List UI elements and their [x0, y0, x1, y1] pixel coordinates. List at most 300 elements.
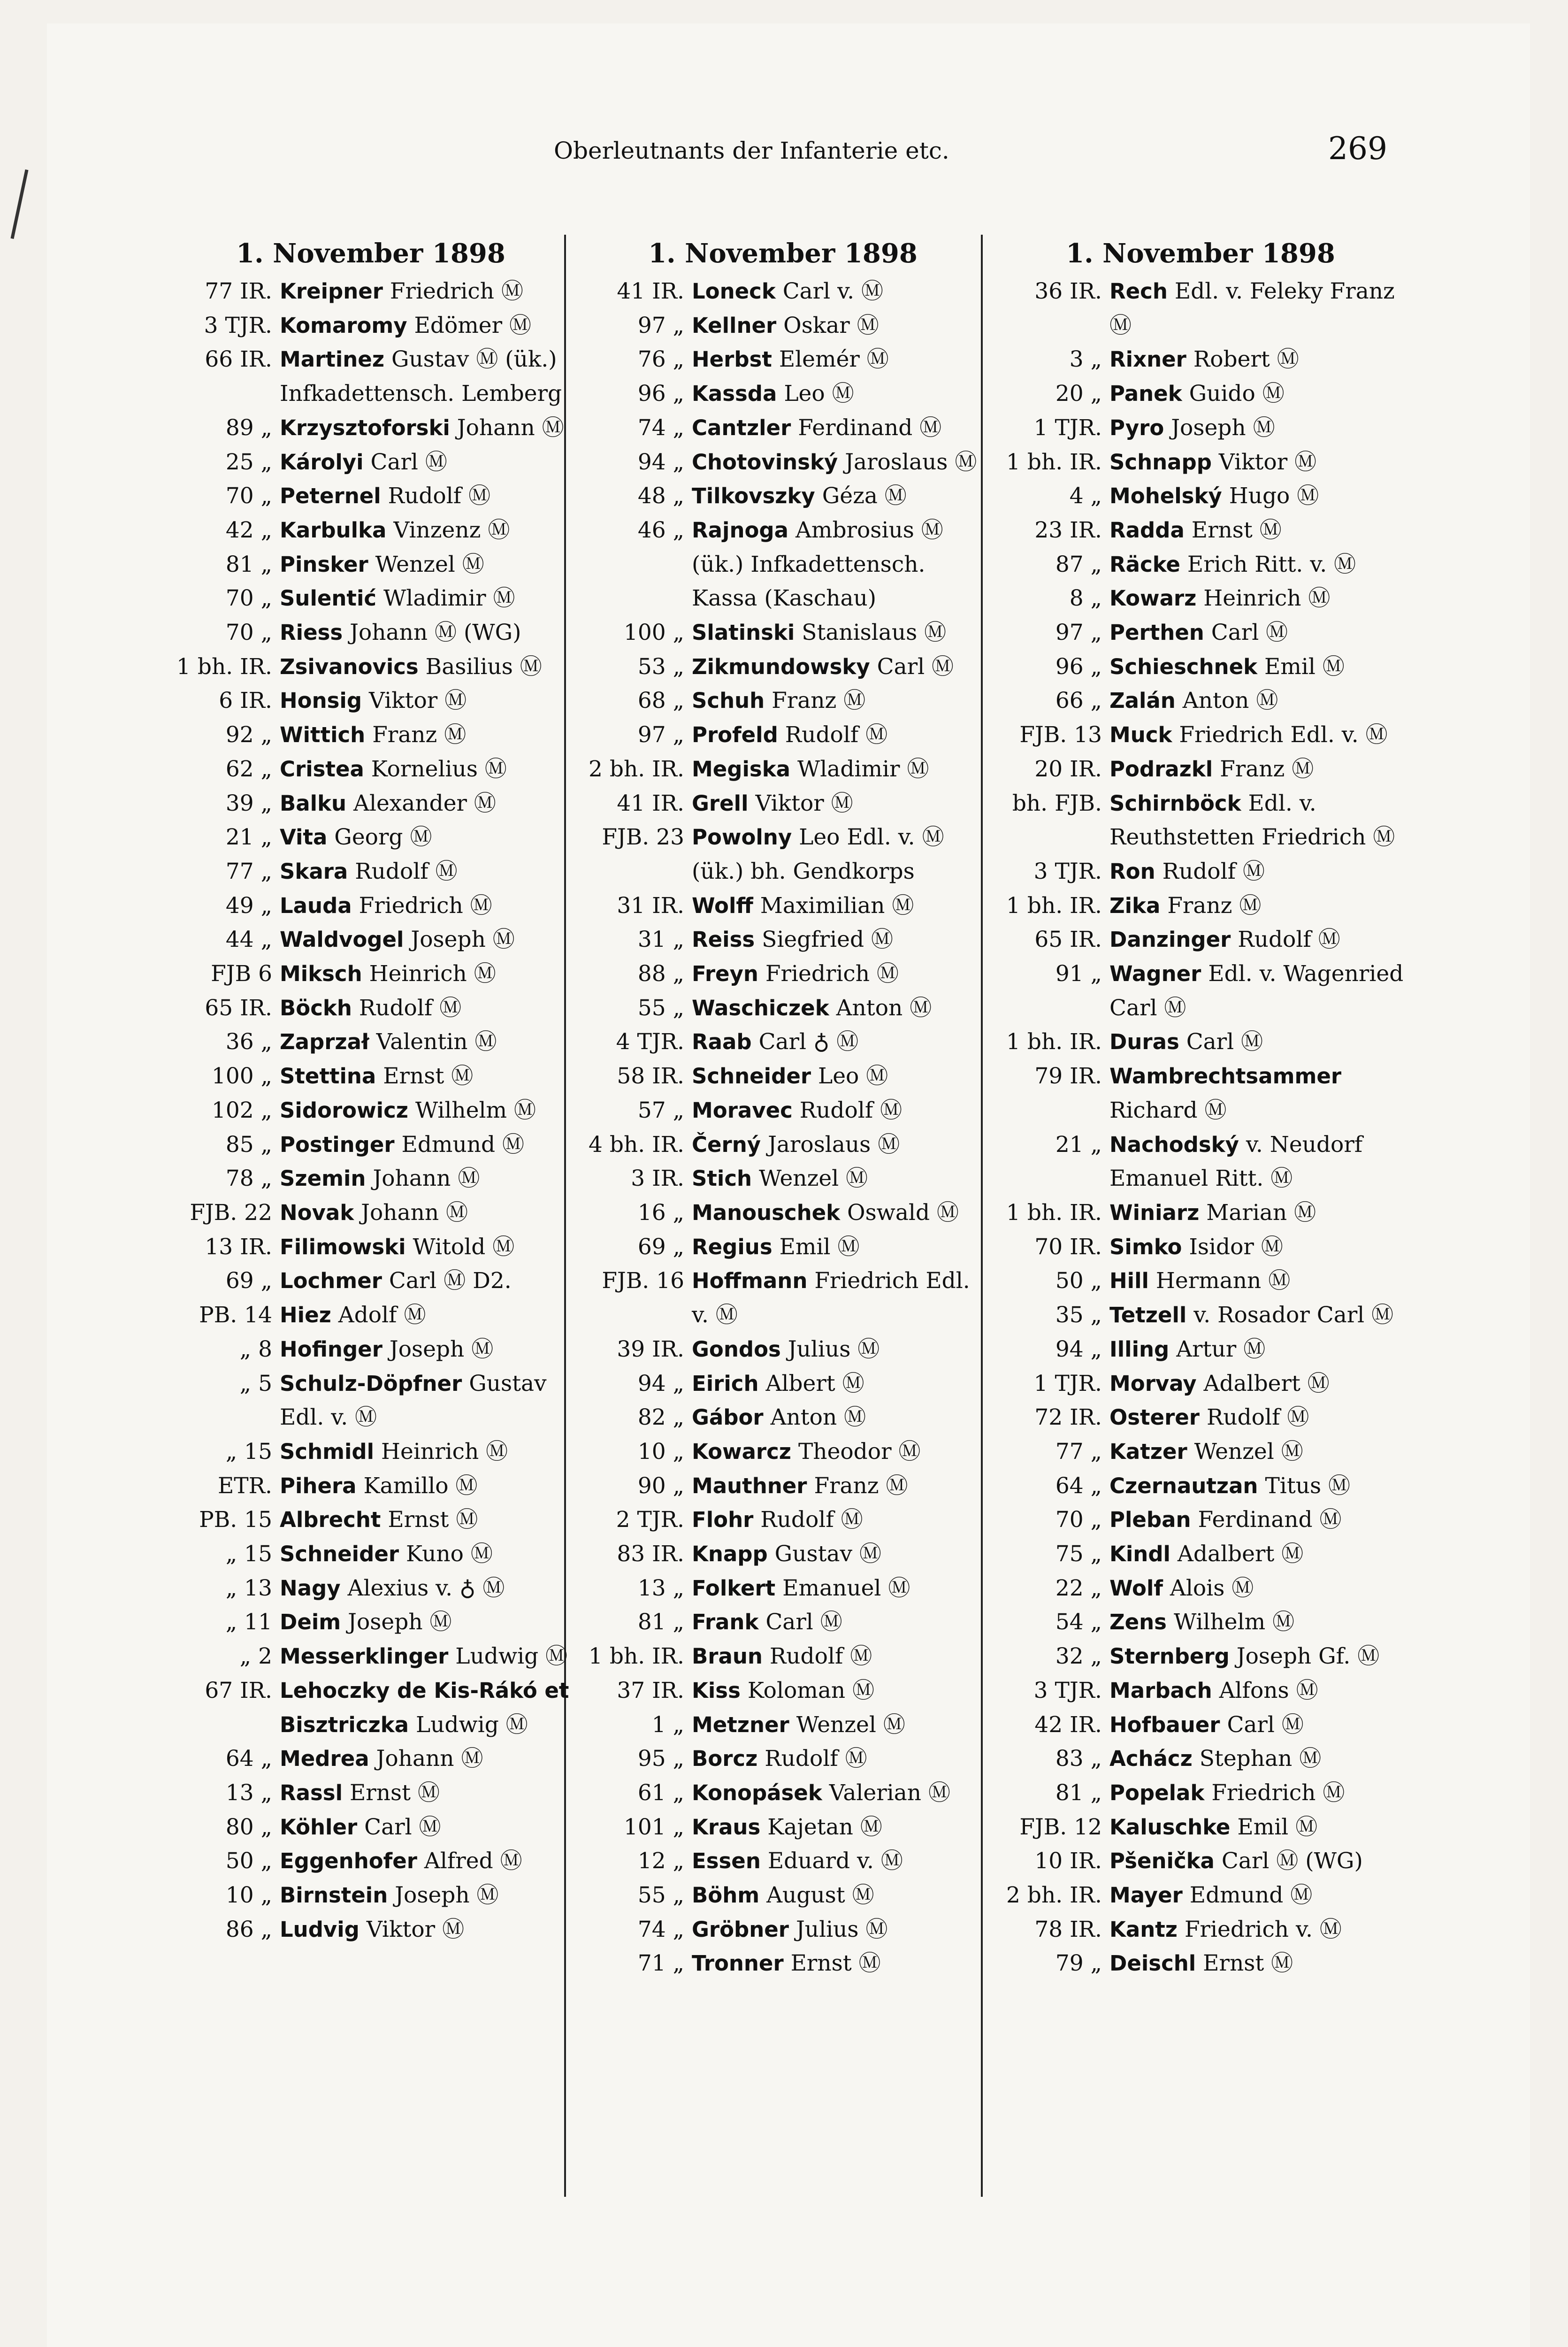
- officer-name: [692, 821, 989, 889]
- officer-name: [1109, 1503, 1407, 1537]
- officer-name: [280, 616, 577, 650]
- given-names-and-notes: Richard Ⓜ: [1109, 1097, 1227, 1123]
- officer-entry: [576, 616, 989, 650]
- given-names-and-notes: Alfred Ⓜ: [424, 1848, 522, 1874]
- surname: Zalán: [1109, 688, 1176, 713]
- surname: Szemin: [280, 1166, 366, 1191]
- officer-name: [1109, 616, 1407, 650]
- given-names-and-notes: Ernst Ⓜ: [383, 1063, 474, 1089]
- unit-reference: 23 IR.: [1034, 517, 1102, 543]
- officer-entry: [164, 1844, 577, 1879]
- unit-reference: 36 IR.: [1034, 278, 1102, 304]
- given-names-and-notes: Siegfried Ⓜ: [762, 927, 893, 953]
- officer-entry: [576, 1537, 989, 1572]
- officer-entry: [994, 1605, 1407, 1640]
- officer-name: [280, 991, 577, 1026]
- officer-name: [1109, 1913, 1407, 1947]
- officer-name: [280, 1537, 577, 1572]
- unit-reference: 81 „: [637, 1609, 684, 1635]
- unit-reference: FJB. 16: [602, 1268, 684, 1294]
- unit-reference: 50 „: [225, 1848, 272, 1874]
- officer-name: [692, 718, 989, 752]
- unit-reference: 80 „: [225, 1814, 272, 1840]
- officer-name: [280, 1298, 577, 1333]
- officer-name: [1109, 1674, 1407, 1708]
- officer-name: [692, 411, 989, 445]
- officer-name: [1109, 752, 1407, 787]
- officer-name: [692, 787, 989, 821]
- officer-name: [692, 479, 989, 514]
- unit-reference: „ 2: [239, 1643, 272, 1670]
- unit-reference: 64 „: [1055, 1473, 1102, 1499]
- officer-entry: [164, 1605, 577, 1640]
- officer-name: [1109, 1128, 1407, 1196]
- given-names-and-notes: Johann Ⓜ: [373, 1166, 480, 1192]
- officer-entry: [994, 1230, 1407, 1265]
- unit-reference: 41 IR.: [617, 278, 684, 304]
- unit-reference: 3 „: [1069, 346, 1102, 373]
- surname: Tetzell: [1109, 1303, 1187, 1328]
- unit-reference: FJB. 22: [190, 1199, 272, 1226]
- officer-name: [692, 1742, 989, 1776]
- unit-reference: 58 IR.: [617, 1063, 684, 1089]
- unit-reference: 90 „: [637, 1473, 684, 1499]
- surname: Medrea: [280, 1746, 369, 1772]
- officer-name: [280, 343, 577, 411]
- surname: Profeld: [692, 722, 778, 748]
- unit-reference: 65 IR.: [1034, 927, 1102, 953]
- given-names-and-notes: Titus Ⓜ: [1265, 1473, 1351, 1499]
- unit-reference: 1 bh. IR.: [589, 1643, 684, 1670]
- officer-entry: [164, 309, 577, 343]
- unit-reference: 78 „: [225, 1166, 272, 1192]
- unit-reference: 8 „: [1069, 585, 1102, 612]
- unit-reference: 78 IR.: [1034, 1916, 1102, 1942]
- running-title: Oberleutnants der Infanterie etc.: [554, 137, 949, 164]
- officer-name: [1109, 275, 1407, 343]
- officer-entry: [164, 1640, 577, 1674]
- unit-reference: 82 „: [637, 1404, 684, 1431]
- officer-name: [1109, 1367, 1407, 1401]
- officer-name: [692, 889, 989, 923]
- given-names-and-notes: Valerian Ⓜ: [829, 1779, 950, 1806]
- given-names-and-notes: Oskar Ⓜ: [783, 312, 879, 338]
- unit-reference: 66 IR.: [205, 346, 272, 373]
- given-names-and-notes: Carl Ⓜ: [877, 653, 954, 680]
- surname: Sidorowicz: [280, 1097, 408, 1123]
- given-names-and-notes: Johann Ⓜ: [376, 1746, 483, 1772]
- officer-entry: [994, 1674, 1407, 1708]
- surname: Schneider: [280, 1542, 399, 1567]
- given-names-and-notes: Joseph Ⓜ: [1171, 414, 1275, 441]
- surname: Hoffmann: [692, 1268, 808, 1294]
- given-names-and-notes: Rudolf Ⓜ: [1206, 1404, 1309, 1431]
- officer-entry: [164, 684, 577, 718]
- unit-reference: 61 „: [637, 1779, 684, 1806]
- surname: Rixner: [1109, 347, 1186, 372]
- unit-reference: 79 „: [1055, 1950, 1102, 1977]
- surname: Pihera: [280, 1473, 357, 1498]
- unit-reference: 6 IR.: [219, 688, 272, 714]
- unit-reference: 101 „: [624, 1814, 684, 1840]
- unit-reference: 76 „: [637, 346, 684, 373]
- officer-entry: [576, 1605, 989, 1640]
- unit-reference: 1 bh. IR.: [1006, 449, 1102, 475]
- officer-entry: [994, 1059, 1407, 1127]
- surname: Lauda: [280, 893, 352, 918]
- given-names-and-notes: Anton Ⓜ: [836, 995, 932, 1021]
- given-names-and-notes: Heinrich Ⓜ: [369, 961, 496, 987]
- unit-reference: 37 IR.: [617, 1677, 684, 1703]
- surname: Hofbauer: [1109, 1712, 1220, 1737]
- officer-name: [280, 1503, 577, 1537]
- given-names-and-notes: Ernst Ⓜ: [349, 1779, 440, 1806]
- officer-name: [692, 1230, 989, 1265]
- officer-name: [280, 1844, 577, 1879]
- given-names-and-notes: Franz Ⓜ: [1220, 756, 1314, 782]
- officer-entry: [164, 1537, 577, 1572]
- unit-reference: 44 „: [225, 927, 272, 953]
- unit-reference: 77 „: [1055, 1438, 1102, 1465]
- unit-reference: 31 „: [637, 927, 684, 953]
- surname: Illing: [1109, 1336, 1170, 1362]
- given-names-and-notes: Ernst Ⓜ: [388, 1507, 478, 1533]
- unit-reference: 21 „: [1055, 1131, 1102, 1158]
- officer-entry: [164, 1333, 577, 1367]
- given-names-and-notes: Carl Ⓜ: [1211, 620, 1288, 646]
- unit-reference: 97 „: [637, 312, 684, 338]
- unit-reference: 55 „: [637, 1882, 684, 1909]
- unit-reference: 12 „: [637, 1848, 684, 1874]
- officer-name: [1109, 1401, 1407, 1435]
- officer-name: [280, 1572, 577, 1606]
- officer-name: [692, 991, 989, 1026]
- given-names-and-notes: Alois Ⓜ: [1170, 1575, 1254, 1601]
- unit-reference: 69 „: [225, 1268, 272, 1294]
- officer-name: [1109, 1742, 1407, 1776]
- unit-reference: FJB. 13: [1019, 722, 1102, 748]
- given-names-and-notes: Emil Ⓜ: [1264, 653, 1345, 680]
- unit-reference: 32 „: [1055, 1643, 1102, 1670]
- surname: Hiez: [280, 1303, 331, 1328]
- officer-entry: [576, 514, 989, 616]
- officer-name: [280, 275, 577, 309]
- officer-name: [280, 548, 577, 582]
- surname: Gröbner: [692, 1917, 789, 1942]
- given-names-and-notes: Rudolf Ⓜ: [769, 1643, 872, 1670]
- officer-entry: [164, 821, 577, 855]
- unit-reference: 55 „: [637, 995, 684, 1021]
- given-names-and-notes: Carl Ⓜ: [765, 1609, 842, 1635]
- given-names-and-notes: Theodor Ⓜ: [798, 1438, 921, 1465]
- surname: Tilkovszky: [692, 483, 815, 509]
- officer-name: [280, 1742, 577, 1776]
- officer-name: [1109, 1844, 1407, 1879]
- given-names-and-notes: Rudolf Ⓜ: [359, 995, 462, 1021]
- surname: Herbst: [692, 347, 772, 372]
- surname: Slatinski: [692, 620, 795, 645]
- unit-reference: „ 15: [225, 1541, 272, 1567]
- unit-reference: 31 IR.: [617, 892, 684, 919]
- unit-reference: 102 „: [212, 1097, 272, 1123]
- officer-entry: [576, 1742, 989, 1776]
- given-names-and-notes: Wilhelm Ⓜ: [415, 1097, 536, 1123]
- officer-name: [1109, 1230, 1407, 1265]
- unit-reference: 70 „: [225, 483, 272, 509]
- officer-entry: [576, 650, 989, 684]
- given-names-and-notes: Leo Ⓜ: [784, 381, 854, 407]
- given-names-and-notes: Carl Ⓜ: [1227, 1711, 1304, 1738]
- given-names-and-notes: Artur Ⓜ: [1176, 1336, 1266, 1362]
- officer-name: [1109, 582, 1407, 616]
- given-names-and-notes: Edl. v. Reuthstetten Friedrich Ⓜ: [1109, 790, 1395, 851]
- given-names-and-notes: Ludwig Ⓜ: [415, 1711, 528, 1738]
- officer-entry: [164, 1469, 577, 1503]
- surname: Lochmer: [280, 1268, 382, 1294]
- officer-entry: [576, 1913, 989, 1947]
- given-names-and-notes: Albert Ⓜ: [765, 1370, 864, 1396]
- officer-entry: [164, 582, 577, 616]
- officer-name: [280, 479, 577, 514]
- officer-entry: [164, 889, 577, 923]
- officer-entry: [576, 684, 989, 718]
- given-names-and-notes: Carl Ⓜ (WG): [1221, 1848, 1363, 1874]
- given-names-and-notes: Rudolf Ⓜ: [785, 722, 888, 748]
- surname: Vita: [280, 825, 328, 850]
- unit-reference: 87 „: [1055, 551, 1102, 577]
- given-names-and-notes: Ernst Ⓜ: [1203, 1950, 1293, 1977]
- given-names-and-notes: Gustav Edl. v. Ⓜ: [280, 1370, 547, 1431]
- unit-reference: 100 „: [624, 620, 684, 646]
- officer-name: [692, 1264, 989, 1332]
- officer-name: [1109, 1264, 1407, 1298]
- officer-name: [692, 1333, 989, 1367]
- given-names-and-notes: Carl Ⓜ: [364, 1814, 441, 1840]
- officer-entry: [164, 445, 577, 480]
- surname: Krzysztoforski: [280, 415, 450, 440]
- officer-entry: [576, 1879, 989, 1913]
- unit-reference: 69 „: [637, 1234, 684, 1260]
- margin-pen-mark: [10, 169, 28, 239]
- officer-name: [1109, 343, 1407, 377]
- surname: Postinger: [280, 1132, 395, 1157]
- officer-name: [692, 377, 989, 411]
- officer-entry: [994, 411, 1407, 445]
- given-names-and-notes: August Ⓜ: [766, 1882, 874, 1909]
- unit-reference: FJB 6: [211, 961, 272, 987]
- surname: Panek: [1109, 381, 1182, 407]
- officer-name: [692, 1913, 989, 1947]
- surname: Schuh: [692, 688, 765, 713]
- officer-name: [280, 1776, 577, 1810]
- surname: Eggenhofer: [280, 1848, 417, 1874]
- officer-entry: [164, 343, 577, 411]
- officer-entry: [576, 1810, 989, 1845]
- officer-name: [1109, 1059, 1407, 1127]
- officer-entry: [576, 411, 989, 445]
- unit-reference: 70 „: [225, 620, 272, 646]
- given-names-and-notes: Edmund Ⓜ: [1189, 1882, 1313, 1909]
- officer-name: [1109, 855, 1407, 889]
- officer-name: [1109, 1810, 1407, 1845]
- given-names-and-notes: Ferdinand Ⓜ: [1198, 1507, 1342, 1533]
- surname: Muck: [1109, 722, 1172, 748]
- officer-entry: [576, 991, 989, 1026]
- surname: Černý: [692, 1132, 761, 1157]
- unit-reference: 16 „: [637, 1199, 684, 1226]
- given-names-and-notes: Marian Ⓜ: [1206, 1199, 1316, 1226]
- surname: Schnapp: [1109, 449, 1212, 475]
- officer-entry: [164, 1879, 577, 1913]
- officer-entry: [576, 1333, 989, 1367]
- surname: Schneider: [692, 1064, 811, 1089]
- officer-entry: [994, 1640, 1407, 1674]
- surname: Czernautzan: [1109, 1473, 1258, 1498]
- given-names-and-notes: Oswald Ⓜ: [847, 1199, 959, 1226]
- officer-entry: [994, 1844, 1407, 1879]
- given-names-and-notes: Wladimir Ⓜ: [383, 585, 515, 612]
- surname: Kiss: [692, 1678, 741, 1703]
- surname: Cantzler: [692, 415, 791, 440]
- given-names-and-notes: Jaroslaus Ⓜ: [768, 1131, 900, 1158]
- given-names-and-notes: Friedrich v. Ⓜ: [1184, 1916, 1342, 1942]
- officer-name: [692, 923, 989, 957]
- surname: Perthen: [1109, 620, 1204, 645]
- officer-entry: [164, 411, 577, 445]
- given-names-and-notes: Géza Ⓜ: [822, 483, 907, 509]
- unit-reference: 68 „: [637, 688, 684, 714]
- page-number: 269: [1328, 130, 1387, 167]
- officer-entry: [994, 1572, 1407, 1606]
- surname: Wambrechtsammer: [1109, 1064, 1342, 1089]
- surname: Pleban: [1109, 1507, 1191, 1533]
- unit-reference: 1 bh. IR.: [1006, 892, 1102, 919]
- unit-reference: 92 „: [225, 722, 272, 748]
- given-names-and-notes: Wenzel Ⓜ: [375, 551, 484, 577]
- surname: Raab: [692, 1029, 752, 1055]
- officer-entry: [994, 1776, 1407, 1810]
- officer-entry: [994, 1810, 1407, 1845]
- surname: Zsivanovics: [280, 654, 419, 679]
- surname: Birnstein: [280, 1883, 388, 1908]
- officer-name: [692, 309, 989, 343]
- surname: Lehoczky de Kis-Rákó et Bisztriczka: [280, 1678, 569, 1737]
- unit-reference: 96 „: [1055, 653, 1102, 680]
- given-names-and-notes: Rudolf Ⓜ: [1238, 927, 1340, 953]
- officer-name: [692, 445, 989, 480]
- entry-list: [576, 275, 989, 1981]
- officer-name: [280, 1674, 577, 1742]
- unit-reference: 10 IR.: [1034, 1848, 1102, 1874]
- surname: Rassl: [280, 1780, 343, 1805]
- surname: Mauthner: [692, 1473, 807, 1498]
- officer-name: [1109, 957, 1407, 1025]
- given-names-and-notes: Alexius v. ♁ Ⓜ: [347, 1575, 505, 1601]
- given-names-and-notes: Friedrich Ⓜ: [359, 892, 492, 919]
- given-names-and-notes: Erich Ritt. v. Ⓜ: [1187, 551, 1356, 577]
- officer-entry: [164, 1196, 577, 1230]
- officer-name: [692, 1059, 989, 1094]
- officer-entry: [576, 1401, 989, 1435]
- given-names-and-notes: Johann Ⓜ: [361, 1199, 468, 1226]
- unit-reference: 50 „: [1055, 1268, 1102, 1294]
- surname: Regius: [692, 1234, 773, 1259]
- officer-name: [1109, 1333, 1407, 1367]
- officer-name: [692, 1708, 989, 1742]
- given-names-and-notes: Viktor Ⓜ: [1218, 449, 1317, 475]
- unit-reference: 91 „: [1055, 961, 1102, 987]
- entry-list: [164, 275, 577, 1947]
- officer-name: [280, 1879, 577, 1913]
- officer-name: [280, 718, 577, 752]
- surname: Zika: [1109, 893, 1161, 918]
- officer-name: [1109, 1879, 1407, 1913]
- officer-entry: [164, 275, 577, 309]
- officer-entry: [576, 1196, 989, 1230]
- officer-entry: [994, 1264, 1407, 1298]
- given-names-and-notes: Ludwig Ⓜ: [455, 1643, 568, 1670]
- given-names-and-notes: Leo Ⓜ: [818, 1063, 888, 1089]
- officer-name: [1109, 1776, 1407, 1810]
- officer-name: [280, 650, 577, 684]
- given-names-and-notes: Gustav Ⓜ (ük.) Infkadettensch. Lemberg: [280, 346, 562, 407]
- given-names-and-notes: Joseph Ⓜ: [411, 927, 515, 953]
- surname: Ron: [1109, 859, 1155, 884]
- surname: Deischl: [1109, 1951, 1196, 1976]
- unit-reference: 4 „: [1069, 483, 1102, 509]
- officer-name: [692, 1435, 989, 1469]
- given-names-and-notes: Leo Edl. v. Ⓜ (ük.) bh. Gendkorps: [692, 824, 944, 884]
- officer-entry: [164, 1674, 577, 1742]
- officer-entry: [164, 991, 577, 1026]
- surname: Kraus: [692, 1814, 761, 1840]
- officer-name: [280, 684, 577, 718]
- officer-entry: [994, 548, 1407, 582]
- officer-name: [280, 1913, 577, 1947]
- officer-entry: [164, 855, 577, 889]
- unit-reference: 3 TJR.: [1033, 858, 1102, 884]
- surname: Károlyi: [280, 449, 364, 475]
- officer-name: [280, 1264, 577, 1298]
- unit-reference: 95 „: [637, 1746, 684, 1772]
- surname: Kowarcz: [692, 1439, 791, 1464]
- surname: Danzinger: [1109, 927, 1231, 952]
- unit-reference: 64 „: [225, 1746, 272, 1772]
- unit-reference: 22 „: [1055, 1575, 1102, 1601]
- surname: Miksch: [280, 961, 362, 987]
- unit-reference: 2 bh. IR.: [1006, 1882, 1102, 1909]
- officer-entry: [576, 309, 989, 343]
- officer-name: [1109, 1435, 1407, 1469]
- unit-reference: 94 „: [637, 449, 684, 475]
- given-names-and-notes: Koloman Ⓜ: [747, 1677, 875, 1703]
- given-names-and-notes: Ernst Ⓜ: [790, 1950, 881, 1977]
- officer-entry: [994, 1401, 1407, 1435]
- unit-reference: 70 IR.: [1034, 1234, 1102, 1260]
- given-names-and-notes: Ernst Ⓜ: [1191, 517, 1282, 543]
- officer-entry: [164, 1776, 577, 1810]
- officer-entry: [164, 1742, 577, 1776]
- surname: Riess: [280, 620, 343, 645]
- officer-name: [280, 923, 577, 957]
- given-names-and-notes: Rudolf Ⓜ: [799, 1097, 903, 1123]
- unit-reference: 1 bh. IR.: [1006, 1199, 1102, 1226]
- surname: Gondos: [692, 1336, 781, 1362]
- given-names-and-notes: Johann Ⓜ (WG): [350, 620, 521, 646]
- officer-name: [692, 1810, 989, 1845]
- unit-reference: 35 „: [1055, 1302, 1102, 1328]
- surname: Loneck: [692, 279, 776, 304]
